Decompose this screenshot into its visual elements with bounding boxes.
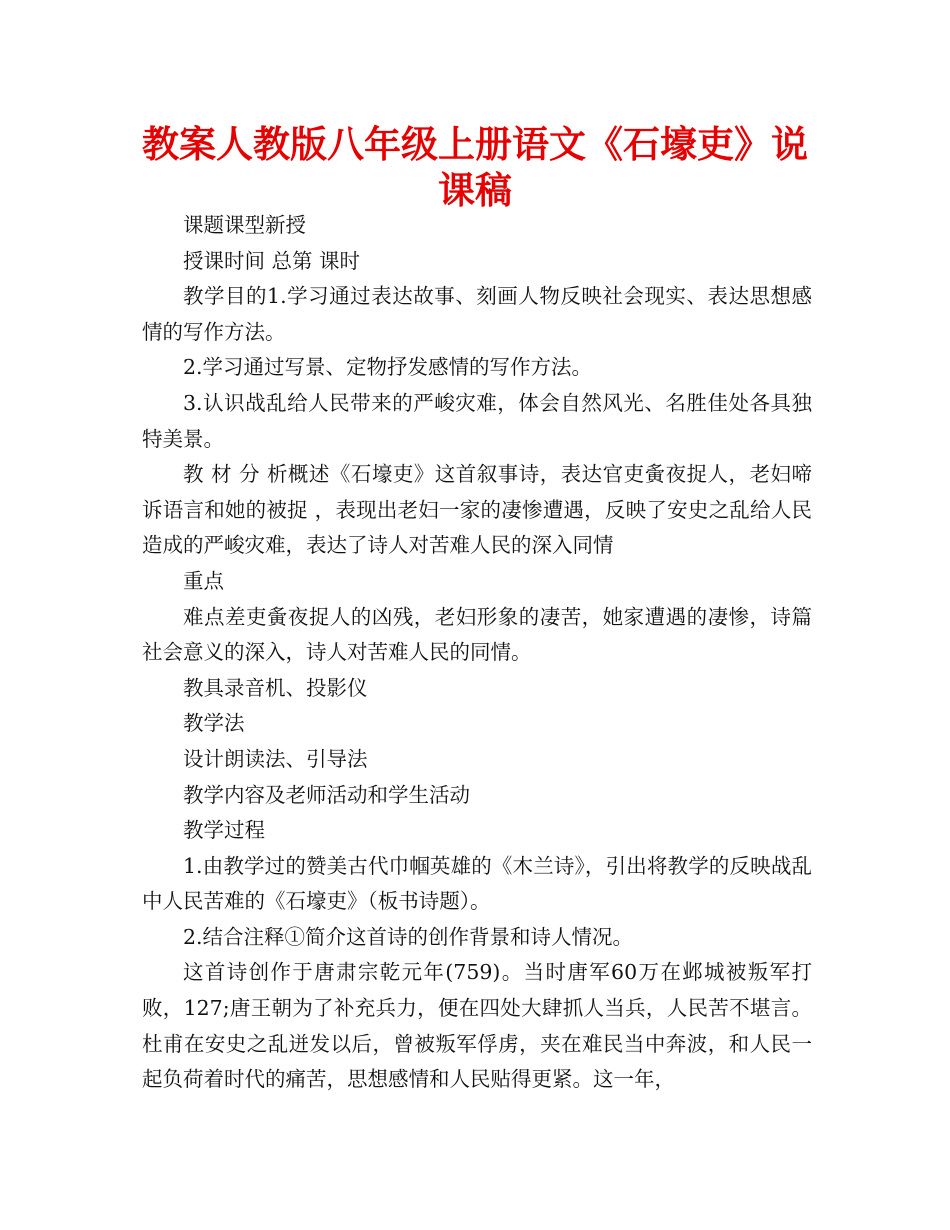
paragraph-objective-3: 3.认识战乱给人民带来的严峻灾难，体会自然风光、名胜佳处各具独特美景。 [142, 390, 812, 451]
paragraph-teaching-aids: 教具录音机、投影仪 [183, 675, 368, 700]
paragraph-process-heading: 教学过程 [183, 818, 265, 843]
document-body [142, 208, 812, 1098]
paragraph-step-1: 1.由教学过的赞美古代巾帼英雄的《木兰诗》，引出将教学的反映战乱中人民苦难的《石壕吏》（板书诗题）。 [142, 853, 812, 914]
paragraph-material-analysis: 教 材 分 析概述《石壕吏》这首叙事诗，表达官吏夤夜捉人，老妇啼诉语言和她的被捉 ，表现出老妇一家的凄惨遭遇，反映了安史之乱给人民造成的严峻灾难，表达了诗人对苦难人民的深入同情 [142, 462, 812, 558]
paragraph-background: 这首诗创作于唐肃宗乾元年(759)。当时唐军60万在邺城被叛军打败，127;唐王朝为了补充兵力，便在四处大肆抓人当兵，人民苦不堪言。杜甫在安史之乱迸发以后，曾被叛军俘虏，夹在难民当中奔波，和人民一起负荷着时代的痛苦，思想感情和人民贴得更紧。这一年， [142, 960, 812, 1092]
paragraph-objective-1: 教学目的1.学习通过表达故事、刻画人物反映社会现实、表达思想感情的写作方法。 [142, 284, 812, 344]
paragraph-design: 设计朗读法、引导法 [183, 746, 368, 771]
paragraph-lesson-time: 授课时间 总第 课时 [183, 248, 361, 273]
paragraph-step-2: 2.结合注释①简介这首诗的创作背景和诗人情况。 [183, 924, 634, 949]
paragraph-lesson-type: 课题课型新授 [183, 213, 306, 237]
paragraph-content-heading: 教学内容及老师活动和学生活动 [183, 782, 470, 807]
paragraph-teaching-method: 教学法 [183, 711, 245, 736]
paragraph-key-point: 重点 [183, 568, 224, 593]
paragraph-difficulty: 难点差吏夤夜捉人的凶残，老妇形象的凄苦，她家遭遇的凄惨，诗篇社会意义的深入，诗人对苦难人民的同情。 [142, 604, 812, 665]
paragraph-objective-2: 2.学习通过写景、定物抒发感情的写作方法。 [183, 355, 593, 380]
document-title: 教案人教版八年级上册语文《石壕吏》说课稿 [142, 123, 808, 212]
